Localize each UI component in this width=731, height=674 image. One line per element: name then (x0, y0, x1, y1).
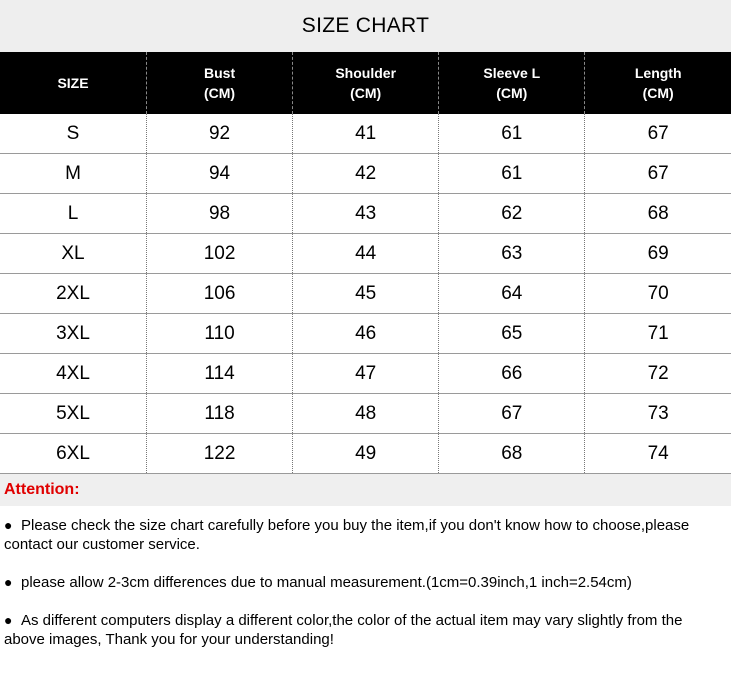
shoulder-cell: 46 (293, 314, 439, 354)
note-text: As different computers display a different color,the color of the actual item may vary slightly from the above images, Thank you for your understanding! (4, 612, 683, 648)
length-cell: 71 (585, 314, 731, 354)
bust-cell: 114 (147, 354, 293, 394)
shoulder-cell: 44 (293, 234, 439, 274)
bullet-icon: ● (4, 517, 13, 533)
header-label: SIZE (57, 75, 89, 91)
sleeve-cell: 65 (439, 314, 585, 354)
size-cell: L (0, 194, 147, 234)
size-cell: 5XL (0, 394, 147, 434)
shoulder-cell: 49 (293, 434, 439, 474)
table-row (0, 314, 731, 354)
size-cell: 4XL (0, 354, 147, 394)
header-sleeve (439, 52, 585, 114)
note-text: please allow 2-3cm differences due to manual measurement.(1cm=0.39inch,1 inch=2.54cm) (21, 574, 632, 591)
shoulder-cell: 45 (293, 274, 439, 314)
bust-cell: 102 (147, 234, 293, 274)
header-unit: (CM) (350, 85, 382, 101)
note-item (4, 611, 727, 649)
bust-cell: 122 (147, 434, 293, 474)
attention-heading: Attention: (0, 474, 731, 506)
bust-cell: 118 (147, 394, 293, 434)
sleeve-cell: 68 (439, 434, 585, 474)
bullet-icon: ● (4, 574, 13, 590)
size-cell: 6XL (0, 434, 147, 474)
bullet-icon: ● (4, 612, 13, 628)
sleeve-cell: 66 (439, 354, 585, 394)
sleeve-cell: 63 (439, 234, 585, 274)
shoulder-cell: 41 (293, 114, 439, 154)
length-cell: 69 (585, 234, 731, 274)
header-bust (147, 52, 293, 114)
shoulder-cell: 47 (293, 354, 439, 394)
header-unit: (CM) (642, 85, 674, 101)
size-cell: XL (0, 234, 147, 274)
table-row (0, 274, 731, 314)
table-row (0, 114, 731, 154)
table-row (0, 354, 731, 394)
size-cell: M (0, 154, 147, 194)
header-label: Length (634, 65, 682, 81)
table-header-row (0, 52, 731, 114)
header-label: Shoulder (335, 65, 397, 81)
size-cell: S (0, 114, 147, 154)
header-unit: (CM) (496, 85, 528, 101)
note-text: Please check the size chart carefully before you buy the item,if you don't know how to choose,please contact our customer service. (4, 517, 690, 553)
bust-cell: 98 (147, 194, 293, 234)
header-length (585, 52, 731, 114)
length-cell: 67 (585, 114, 731, 154)
sleeve-cell: 61 (439, 114, 585, 154)
table-row (0, 434, 731, 474)
size-cell: 3XL (0, 314, 147, 354)
size-table (0, 52, 731, 474)
sleeve-cell: 62 (439, 194, 585, 234)
shoulder-cell: 48 (293, 394, 439, 434)
header-shoulder (293, 52, 439, 114)
size-chart-title: SIZE CHART (0, 0, 731, 52)
length-cell: 68 (585, 194, 731, 234)
note-item (4, 573, 727, 592)
header-label: Bust (204, 65, 236, 81)
attention-notes (0, 506, 731, 649)
table-row (0, 394, 731, 434)
shoulder-cell: 42 (293, 154, 439, 194)
table-row (0, 234, 731, 274)
header-size (0, 52, 147, 114)
length-cell: 72 (585, 354, 731, 394)
length-cell: 67 (585, 154, 731, 194)
table-row (0, 154, 731, 194)
length-cell: 70 (585, 274, 731, 314)
length-cell: 74 (585, 434, 731, 474)
header-label: Sleeve L (483, 65, 541, 81)
bust-cell: 110 (147, 314, 293, 354)
size-cell: 2XL (0, 274, 147, 314)
bust-cell: 94 (147, 154, 293, 194)
bust-cell: 106 (147, 274, 293, 314)
shoulder-cell: 43 (293, 194, 439, 234)
sleeve-cell: 67 (439, 394, 585, 434)
note-item (4, 516, 727, 554)
sleeve-cell: 61 (439, 154, 585, 194)
length-cell: 73 (585, 394, 731, 434)
bust-cell: 92 (147, 114, 293, 154)
table-row (0, 194, 731, 234)
sleeve-cell: 64 (439, 274, 585, 314)
header-unit: (CM) (204, 85, 236, 101)
